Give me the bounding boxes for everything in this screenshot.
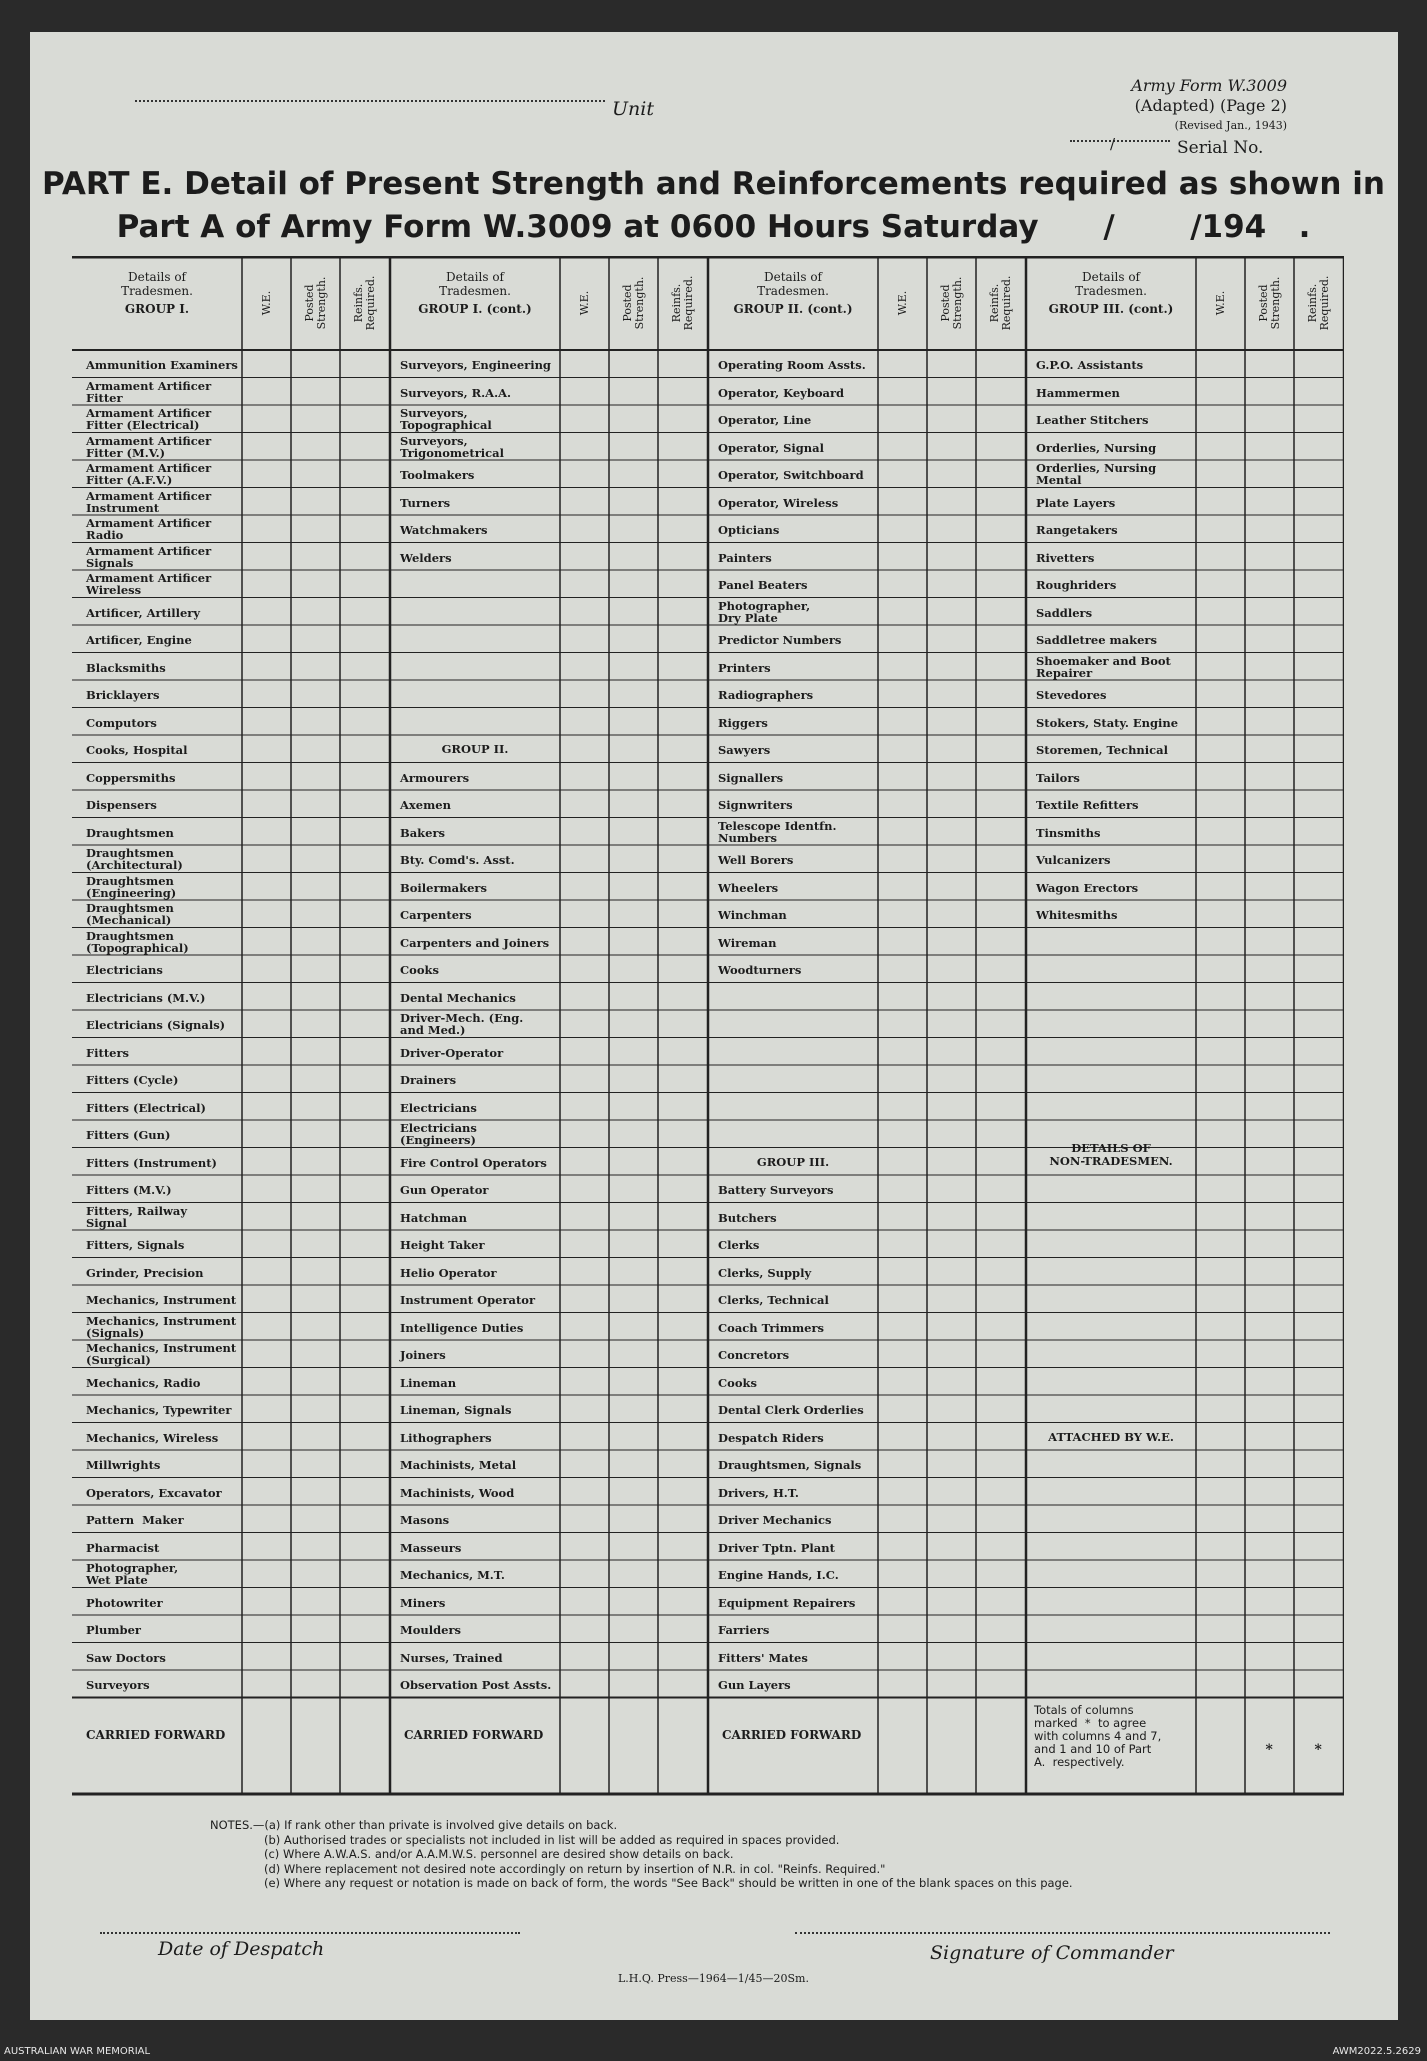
trade-row-label: Hammermen [1036, 385, 1120, 400]
trade-row-label: Operator, Line [718, 413, 812, 427]
trade-row-label: Fitters (M.V.) [86, 1183, 172, 1197]
trade-row-label: Electricians (Signals) [86, 1018, 226, 1032]
trade-row-label: Fitters [86, 1045, 130, 1060]
trade-row-label: Surveyors, Trigonometrical [400, 433, 504, 460]
trade-row-label: Dispensers [86, 798, 157, 812]
trade-row-label: Printers [718, 660, 771, 675]
trade-row-label: Draughtsmen (Topographical) [86, 928, 189, 955]
totals-note: Totals of columns marked * to agree with columns 4 and 7, and 1 and 10 of Part A. respectively. [1034, 1702, 1162, 1769]
subheader-reinfs-required: Reinfs. Required. [351, 275, 377, 331]
subheader-reinfs-required: Reinfs. Required. [669, 275, 695, 331]
trade-row-label: Drainers [400, 1073, 457, 1087]
trade-row-label: Bty. Comd's. Asst. [400, 853, 515, 867]
group-subheading: ATTACHED BY W.E. [1048, 1429, 1174, 1444]
trade-row-label: Signwriters [718, 798, 793, 812]
page-title-line1: PART E. Detail of Present Strength and Reinforcements required as shown in [42, 166, 1385, 202]
page-title-line2: Part A of Army Form W.3009 at 0600 Hours Saturday / /194 . [116, 209, 1311, 245]
trade-row-label: Bakers [400, 825, 445, 840]
trade-row-label: Armament Artificer Signals [86, 543, 212, 570]
trade-row-label: Pharmacist [86, 1540, 160, 1555]
trade-row-label: Miners [400, 1595, 446, 1610]
trade-row-label: Dental Mechanics [400, 990, 516, 1005]
trade-row-label: Moulders [400, 1623, 462, 1637]
unit-label: Unit [612, 98, 654, 120]
trade-row-label: Coppersmiths [86, 770, 176, 785]
group-subheading: DETAILS OF NON-TRADESMEN. [1049, 1140, 1173, 1168]
commander-signature-line[interactable] [795, 1932, 1330, 1934]
trade-row-label: Armament Artificer Fitter (A.F.V.) [86, 461, 212, 487]
carried-forward-label: CARRIED FORWARD [404, 1727, 544, 1742]
trade-row-label: Mechanics, Instrument (Signals) [86, 1313, 237, 1340]
trade-row-label: Surveyors, R.A.A. [400, 385, 512, 400]
table-grid [72, 256, 1344, 1798]
trade-row-label: Grinder, Precision [86, 1265, 204, 1280]
trade-row-label: Lineman [400, 1375, 457, 1390]
serial-slash: / [1110, 135, 1116, 153]
trade-row-label: Armament Artificer Fitter (Electrical) [86, 406, 212, 432]
trade-row-label: Armament Artificer Wireless [86, 571, 212, 597]
trade-row-label: Armament Artificer Radio [86, 516, 212, 542]
trade-row-label: Photowriter [86, 1595, 163, 1610]
trade-row-label: Armament Artificer Instrument [86, 488, 212, 515]
trade-row-label: Draughtsmen (Engineering) [86, 873, 177, 900]
trade-row-label: Fire Control Operators [400, 1155, 547, 1170]
subheader-posted-strength: Posted Strength. [1256, 276, 1282, 330]
commander-signature-label: Signature of Commander [930, 1942, 1174, 1964]
trade-row-label: Rangetakers [1036, 523, 1118, 537]
trade-row-label: Ammunition Examiners [86, 358, 238, 372]
trade-row-label: Operator, Signal [718, 440, 824, 455]
trade-row-label: Photographer, Wet Plate [86, 1561, 179, 1587]
trade-row-label: Machinists, Wood [400, 1485, 515, 1500]
trade-row-label: Gun Operator [400, 1183, 489, 1197]
trade-row-label: Mechanics, Radio [86, 1375, 201, 1390]
trade-row-label: Helio Operator [400, 1265, 497, 1280]
trade-row-label: Electricians (M.V.) [86, 990, 206, 1005]
trade-row-label: Artificer, Artillery [86, 605, 201, 620]
note-e: (e) Where any request or notation is made on back of form, the words "See Back" should be written in one of the blank spaces on this page. [264, 1876, 1073, 1890]
trade-row-label: Armament Artificer Fitter [86, 378, 212, 405]
trade-row-label: Despatch Riders [718, 1430, 824, 1445]
trade-row-label: Opticians [718, 523, 780, 537]
trade-row-label: Stevedores [1036, 688, 1107, 702]
subheader-we: W.E. [577, 290, 591, 316]
trade-row-label: Wireman [718, 935, 777, 950]
trade-row-label: Fitters (Cycle) [86, 1073, 179, 1087]
trade-row-label: Plate Layers [1036, 495, 1116, 510]
trade-row-label: Draughtsmen (Architectural) [86, 846, 183, 872]
trade-row-label: Wagon Erectors [1036, 880, 1139, 895]
group-header-4 [1030, 270, 1192, 316]
trade-row-label: Driver Mechanics [718, 1513, 832, 1527]
trade-row-label: Operators, Excavator [86, 1485, 222, 1500]
trade-row-label: Millwrights [86, 1458, 161, 1472]
trade-row-label: Fitters (Instrument) [86, 1155, 217, 1170]
trade-row-label: Saw Doctors [86, 1650, 166, 1665]
trade-row-label: Watchmakers [400, 523, 488, 537]
trade-row-label: Surveyors, Engineering [400, 358, 551, 372]
trade-row-label: Fitters (Electrical) [86, 1100, 206, 1115]
subheader-posted-strength: Posted Strength. [620, 276, 646, 330]
trade-row-label: Woodturners [718, 963, 802, 977]
trade-row-label: Rivetters [1036, 550, 1095, 565]
details-of-tradesmen-label: Details of Tradesmen. [757, 270, 829, 298]
trade-row-label: Operator, Keyboard [718, 385, 845, 400]
carried-forward-label: CARRIED FORWARD [722, 1727, 862, 1742]
despatch-date-label: Date of Despatch [158, 1938, 325, 1960]
trade-row-label: Painters [718, 550, 772, 565]
trade-row-label: Toolmakers [400, 468, 475, 482]
trade-row-label: Vulcanizers [1036, 853, 1111, 867]
trade-row-label: Blacksmiths [86, 660, 166, 675]
serial-label: Serial No. [1177, 138, 1264, 158]
carried-forward-label: CARRIED FORWARD [86, 1727, 226, 1742]
trade-row-label: Riggers [718, 715, 768, 730]
trade-row-label: Coach Trimmers [718, 1320, 824, 1335]
trade-row-label: Cooks [400, 963, 439, 977]
trade-row-label: Cooks [718, 1375, 757, 1390]
note-a: NOTES.—(a) If rank other than private is involved give details on back. [210, 1818, 618, 1832]
group-subheading: GROUP II. [441, 742, 509, 756]
form-identifier [1131, 76, 1287, 136]
trade-row-label: Turners [400, 495, 451, 510]
trade-row-label: Intelligence Duties [400, 1320, 524, 1335]
trade-row-label: Axemen [400, 798, 451, 812]
totals-star-mark: * [1314, 1741, 1322, 1758]
despatch-date-line[interactable] [100, 1932, 520, 1934]
archive-credit: AUSTRALIAN WAR MEMORIAL [4, 2046, 151, 2057]
trade-row-label: Welders [400, 550, 452, 565]
trade-row-label: Fitters' Mates [718, 1650, 808, 1665]
group-label: GROUP III. (cont.) [1048, 302, 1174, 316]
trade-row-label: Dental Clerk Orderlies [718, 1403, 864, 1417]
note-d: (d) Where replacement not desired note accordingly on return by insertion of N.R. in col. "Reinfs. Required." [264, 1861, 886, 1876]
details-of-tradesmen-label: Details of Tradesmen. [439, 270, 511, 298]
trade-row-label: Nurses, Trained [400, 1650, 503, 1665]
form-adapted: (Adapted) (Page 2) [1134, 96, 1287, 115]
trade-row-label: Tailors [1036, 770, 1080, 785]
trade-row-label: Armourers [400, 770, 470, 785]
trade-row-label: Storemen, Technical [1036, 743, 1168, 757]
trade-row-label: Panel Beaters [718, 578, 808, 592]
trade-row-label: Draughtsmen, Signals [718, 1458, 862, 1472]
trade-row-label: Butchers [718, 1210, 777, 1225]
trade-row-label: Sawyers [718, 743, 771, 757]
subheader-we: W.E. [1213, 290, 1227, 316]
printer-imprint: L.H.Q. Press—1964—1/45—20Sm. [618, 1972, 809, 1985]
trade-row-label: Draughtsmen [86, 825, 174, 840]
trade-row-label: Textile Refitters [1036, 798, 1139, 812]
trade-row-label: Lineman, Signals [400, 1403, 512, 1417]
group-subheading: GROUP III. [756, 1154, 830, 1169]
trade-row-label: Gun Layers [718, 1678, 791, 1692]
form-revised: (Revised Jan., 1943) [1174, 119, 1287, 132]
trade-row-label: Surveyors [86, 1678, 150, 1692]
trade-row-label: Stokers, Staty. Engine [1036, 715, 1179, 730]
trade-row-label: Tinsmiths [1036, 825, 1101, 840]
unit-field-line[interactable] [135, 100, 605, 102]
trade-row-label: Carpenters and Joiners [400, 935, 550, 950]
trade-row-label: Mechanics, Typewriter [86, 1403, 232, 1417]
trade-row-label: Electricians (Engineers) [400, 1121, 477, 1147]
trade-row-label: Telescope Identfn. Numbers [718, 818, 837, 845]
trade-row-label: Roughriders [1036, 578, 1117, 592]
trade-row-label: Well Borers [718, 853, 794, 867]
trade-row-label: Wheelers [718, 880, 779, 895]
form-number: Army Form W.3009 [1131, 76, 1287, 95]
archive-reference: AWM2022.5.2629 [1332, 2046, 1421, 2057]
trade-row-label: Electricians [400, 1100, 477, 1115]
trade-row-label: Observation Post Assts. [400, 1678, 552, 1692]
trade-row-label: Engine Hands, I.C. [718, 1568, 839, 1582]
group-label: GROUP II. (cont.) [733, 302, 853, 316]
trade-row-label: Fitters (Gun) [86, 1128, 171, 1142]
trade-row-label: Mechanics, M.T. [400, 1568, 505, 1582]
group-label: GROUP I. [124, 302, 190, 316]
notes-section [210, 1818, 1073, 1891]
trade-row-label: Mechanics, Wireless [86, 1430, 219, 1445]
trade-row-label: Concretors [718, 1348, 790, 1362]
trade-row-label: Bricklayers [86, 688, 160, 702]
trade-row-label: Draughtsmen (Mechanical) [86, 901, 174, 927]
subheader-posted-strength: Posted Strength. [938, 276, 964, 330]
tradesmen-table [72, 256, 1344, 1798]
subheader-we: W.E. [259, 290, 273, 316]
trade-row-label: Equipment Repairers [718, 1595, 856, 1610]
trade-row-label: Radiographers [718, 688, 814, 702]
trade-row-label: Surveyors, Topographical [400, 406, 492, 432]
group-label: GROUP I. (cont.) [418, 302, 532, 316]
subheader-reinfs-required: Reinfs. Required. [1305, 275, 1331, 331]
trade-row-label: Masseurs [400, 1540, 462, 1555]
trade-row-label: Driver-Operator [400, 1045, 504, 1060]
trade-row-label: Joiners [400, 1348, 446, 1362]
trade-row-label: Armament Artificer Fitter (M.V.) [86, 433, 212, 460]
details-of-tradesmen-label: Details of Tradesmen. [1075, 270, 1147, 298]
note-c: (c) Where A.W.A.S. and/or A.A.M.W.S. personnel are desired show details on back. [264, 1847, 734, 1861]
trade-row-label: Orderlies, Nursing [1036, 440, 1157, 455]
trade-row-label: Clerks, Supply [718, 1265, 812, 1280]
trade-row-label: Mechanics, Instrument [86, 1293, 237, 1307]
trade-row-label: Clerks [718, 1238, 760, 1252]
trade-row-label: G.P.O. Assistants [1036, 358, 1144, 372]
trade-row-label: Plumber [86, 1623, 141, 1637]
details-of-tradesmen-label: Details of Tradesmen. [121, 270, 193, 298]
group-header-1 [76, 270, 238, 316]
trade-row-label: Driver-Mech. (Eng. and Med.) [400, 1011, 524, 1037]
trade-row-label: Mechanics, Instrument (Surgical) [86, 1341, 237, 1367]
trade-row-label: Shoemaker and Boot Repairer [1036, 653, 1171, 680]
trade-row-label: Cooks, Hospital [86, 743, 188, 757]
trade-row-label: Clerks, Technical [718, 1293, 829, 1307]
trade-row-label: Leather Stitchers [1036, 413, 1149, 427]
group-header-3 [712, 270, 874, 316]
trade-row-label: Instrument Operator [400, 1293, 536, 1307]
trade-row-label: Hatchman [400, 1210, 467, 1225]
trade-row-label: Fitters, Railway Signal [86, 1203, 188, 1230]
trade-row-label: Machinists, Metal [400, 1458, 517, 1472]
trade-row-label: Computors [86, 715, 157, 730]
trade-row-label: Lithographers [400, 1430, 492, 1445]
trade-row-label: Fitters, Signals [86, 1238, 185, 1252]
trade-row-label: Battery Surveyors [718, 1183, 834, 1197]
trade-row-label: Photographer, Dry Plate [718, 598, 811, 625]
trade-row-label: Operating Room Assts. [718, 358, 866, 372]
trade-row-label: Operator, Wireless [718, 495, 839, 510]
trade-row-label: Signallers [718, 770, 784, 785]
trade-row-label: Driver Tptn. Plant [718, 1540, 835, 1555]
trade-row-label: Height Taker [400, 1238, 485, 1252]
subheader-we: W.E. [895, 290, 909, 316]
trade-row-label: Saddletree makers [1036, 633, 1157, 647]
trade-row-label: Saddlers [1036, 605, 1093, 620]
trade-row-label: Boilermakers [400, 880, 487, 895]
subheader-reinfs-required: Reinfs. Required. [987, 275, 1013, 331]
trade-row-label: Winchman [718, 908, 787, 922]
trade-row-label: Farriers [718, 1623, 770, 1637]
serial-field-line[interactable] [1070, 140, 1170, 142]
trade-row-label: Artificer, Engine [86, 633, 192, 647]
trade-row-label: Predictor Numbers [718, 633, 842, 647]
subheader-posted-strength: Posted Strength. [302, 276, 328, 330]
trade-row-label: Orderlies, Nursing Mental [1036, 461, 1157, 487]
trade-row-label: Drivers, H.T. [718, 1485, 799, 1500]
note-b: (b) Authorised trades or specialists not included in list will be added as required in spaces provided. [264, 1832, 840, 1847]
trade-row-label: Masons [400, 1513, 450, 1527]
trade-row-label: Operator, Switchboard [718, 468, 864, 482]
trade-row-label: Carpenters [400, 908, 472, 922]
group-header-2 [394, 270, 556, 316]
trade-row-label: Pattern Maker [86, 1513, 184, 1527]
totals-star-mark: * [1265, 1741, 1273, 1758]
trade-row-label: Whitesmiths [1036, 908, 1118, 922]
trade-row-label: Electricians [86, 963, 163, 977]
